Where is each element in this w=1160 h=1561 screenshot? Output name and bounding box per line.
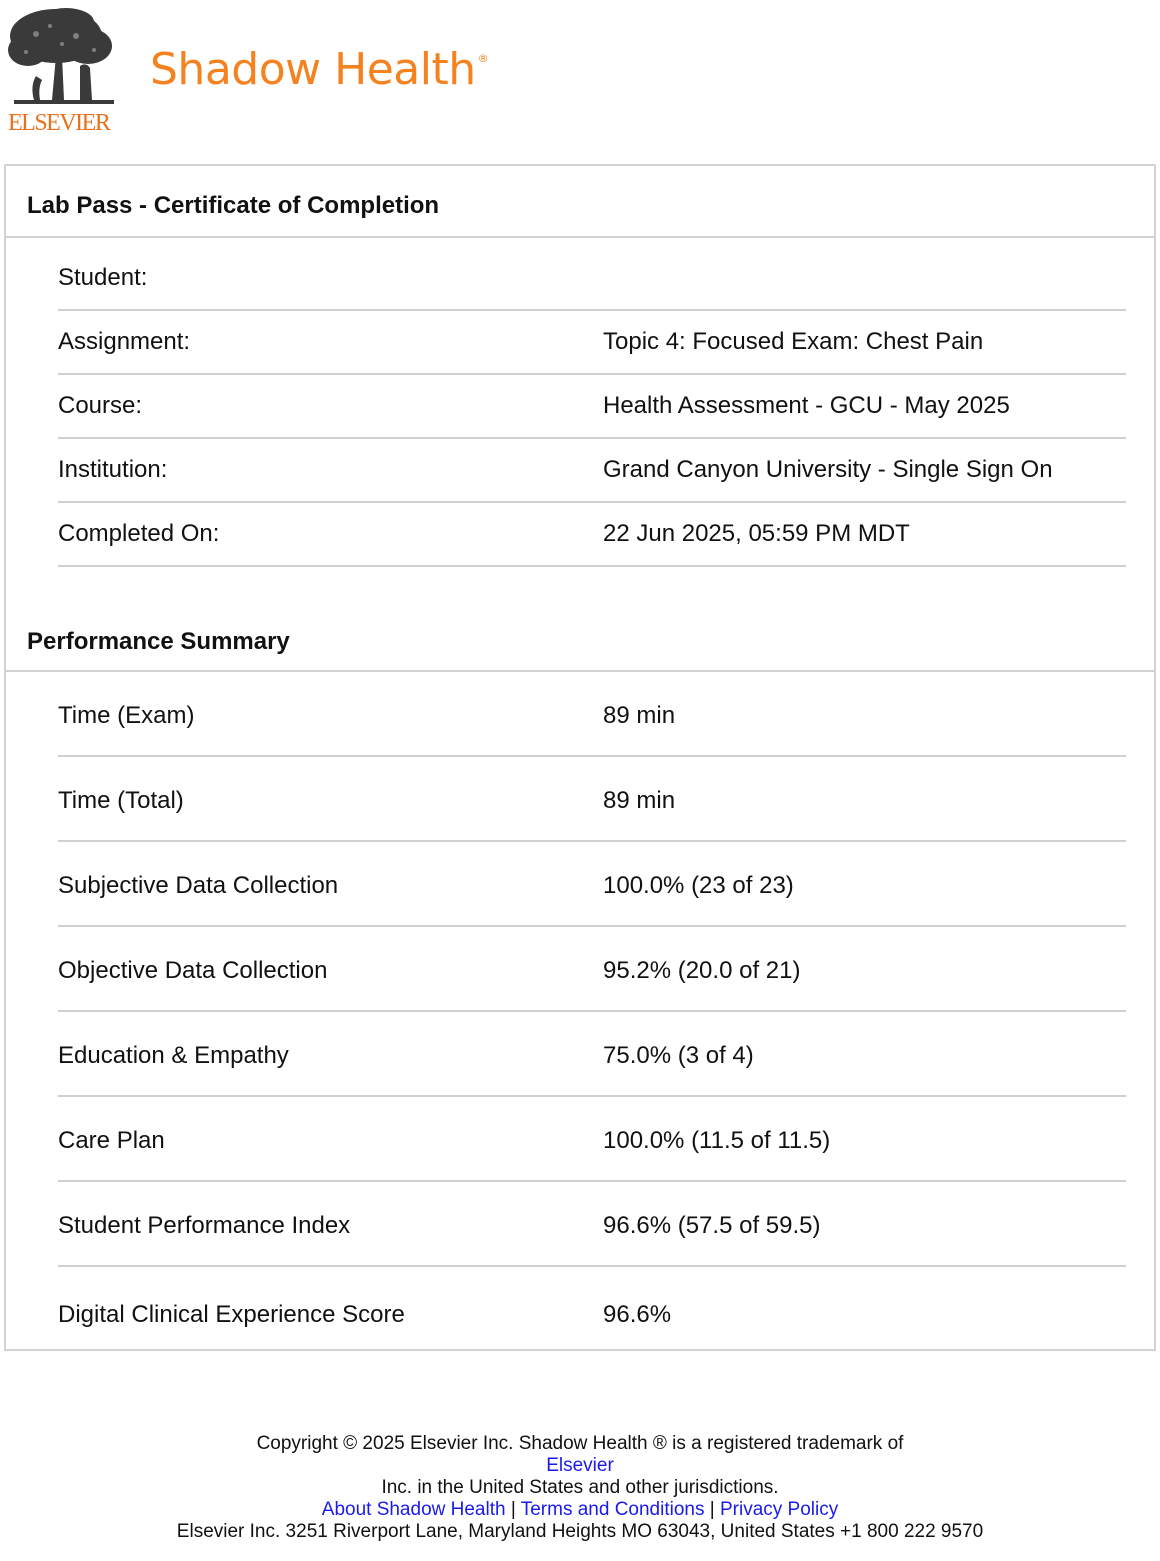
- metric-value: 100.0% (23 of 23): [603, 871, 794, 899]
- metric-value: 95.2% (20.0 of 21): [603, 956, 801, 984]
- metric-label: Subjective Data Collection: [58, 871, 339, 899]
- metric-value: 89 min: [603, 701, 676, 729]
- metric-value: 96.6% (57.5 of 59.5): [603, 1211, 821, 1239]
- jurisdiction-line: Inc. in the United States and other jurisdictions.: [381, 1477, 779, 1498]
- table-row: [58, 1097, 1126, 1182]
- performance-summary-table: [58, 672, 1126, 1354]
- metric-label: Time (Exam): [58, 701, 195, 729]
- terms-and-conditions-link[interactable]: Terms and Conditions: [520, 1499, 705, 1520]
- page-header: [0, 0, 1160, 140]
- footer-links: [0, 1499, 1160, 1521]
- metric-value: 89 min: [603, 786, 676, 814]
- metric-label: Objective Data Collection: [58, 956, 328, 984]
- metric-label: Digital Clinical Experience Score: [58, 1300, 405, 1328]
- certificate-title: Lab Pass - Certificate of Completion: [6, 166, 1154, 238]
- metric-label: Education & Empathy: [58, 1041, 289, 1069]
- field-label: Institution:: [58, 456, 168, 483]
- metric-value: 75.0% (3 of 4): [603, 1041, 754, 1069]
- about-shadow-health-link[interactable]: About Shadow Health: [321, 1499, 506, 1520]
- copyright-line: Copyright © 2025 Elsevier Inc. Shadow Health ® is a registered trademark of: [256, 1433, 904, 1454]
- field-value: Topic 4: Focused Exam: Chest Pain: [603, 328, 984, 355]
- performance-summary-title: Performance Summary: [6, 608, 1154, 672]
- brand-name: Shadow Health: [150, 44, 476, 95]
- link-separator: |: [510, 1499, 516, 1520]
- table-row: [58, 672, 1126, 757]
- table-row: [58, 842, 1126, 927]
- table-row: [58, 1267, 1126, 1354]
- field-label: Course:: [58, 392, 143, 419]
- shadow-health-brand: [150, 44, 488, 95]
- metric-label: Student Performance Index: [58, 1211, 351, 1239]
- field-value: Health Assessment - GCU - May 2025: [603, 392, 1010, 419]
- field-label: Completed On:: [58, 520, 220, 547]
- link-separator: |: [709, 1499, 715, 1520]
- field-value: 22 Jun 2025, 05:59 PM MDT: [603, 520, 910, 547]
- metric-value: 96.6%: [603, 1300, 672, 1328]
- page-footer: [0, 1433, 1160, 1543]
- certificate-card: [4, 164, 1156, 1351]
- elsevier-link[interactable]: Elsevier: [546, 1455, 614, 1476]
- table-row: [58, 927, 1126, 1012]
- company-address: Elsevier Inc. 3251 Riverport Lane, Maryland Heights MO 63043, United States +1 800 222 9570: [176, 1521, 984, 1542]
- elsevier-tree-logo-icon: [6, 6, 120, 108]
- assignment-row: [58, 311, 1126, 375]
- table-row: [58, 1182, 1126, 1267]
- table-row: [58, 1012, 1126, 1097]
- metric-label: Care Plan: [58, 1126, 165, 1154]
- completed-on-row: [58, 503, 1126, 567]
- student-row: [58, 238, 1126, 311]
- metric-value: 100.0% (11.5 of 11.5): [603, 1126, 831, 1154]
- table-row: [58, 757, 1126, 842]
- registered-mark: ®: [477, 52, 489, 65]
- certificate-details: [58, 238, 1126, 567]
- field-value: Grand Canyon University - Single Sign On: [603, 456, 1053, 483]
- privacy-policy-link[interactable]: Privacy Policy: [719, 1499, 839, 1520]
- course-row: [58, 375, 1126, 439]
- field-label: Assignment:: [58, 328, 191, 355]
- field-label: Student:: [58, 263, 148, 291]
- elsevier-wordmark: ELSEVIER: [8, 110, 110, 136]
- institution-row: [58, 439, 1126, 503]
- metric-label: Time (Total): [58, 786, 184, 814]
